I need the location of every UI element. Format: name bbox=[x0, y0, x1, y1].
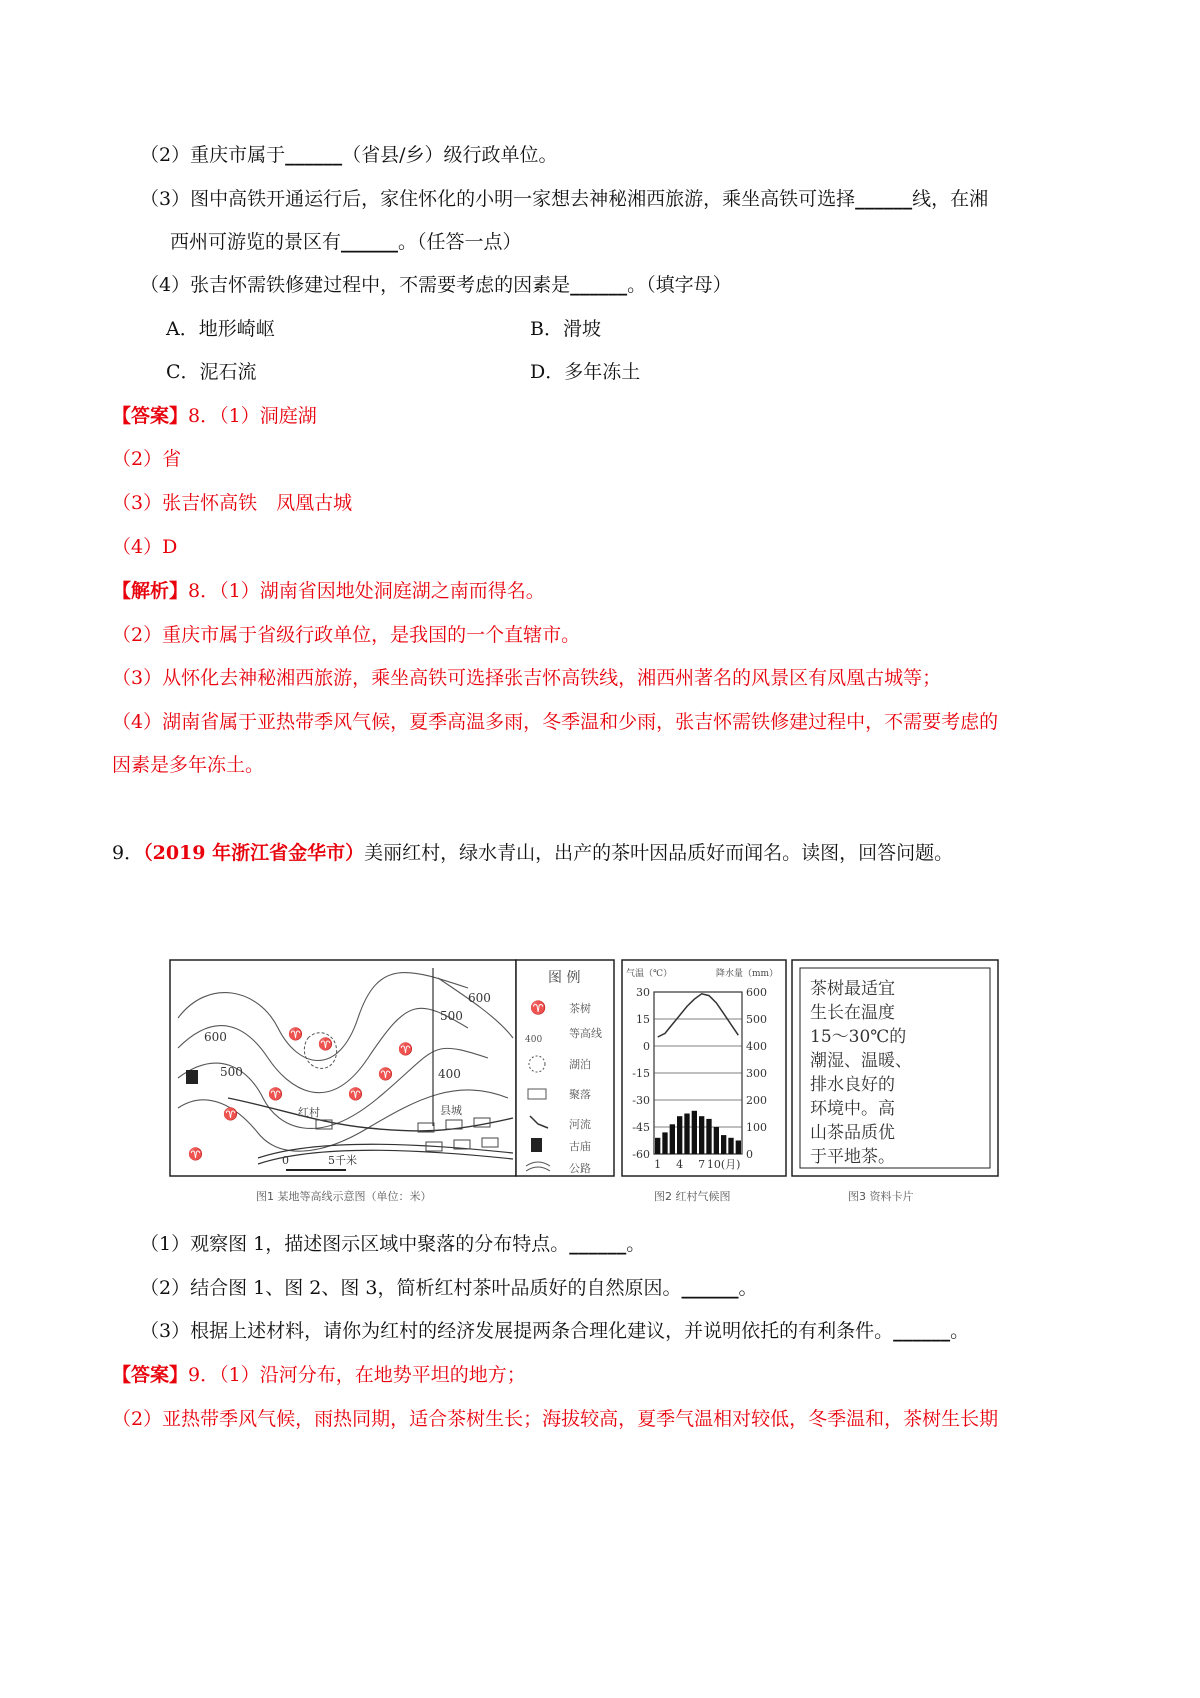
card-text-line: 茶树最适宜 bbox=[810, 979, 895, 999]
village-label: 红村 bbox=[298, 1106, 320, 1119]
temp-tick-label: 30 bbox=[636, 986, 650, 999]
answer-blank: ______ bbox=[855, 188, 913, 210]
answer-blank: ______ bbox=[681, 1277, 739, 1299]
q8-sub3-continued: 西州可游览的景区有______。（任答一点） bbox=[170, 231, 522, 253]
legend-label: 聚落 bbox=[569, 1088, 591, 1101]
q8-answer-line-3: （3）张吉怀高铁 凤凰古城 bbox=[112, 492, 353, 514]
q8-sub3: （3）图中高铁开通运行后，家住怀化的小明一家想去神秘湘西旅游，乘坐高铁可选择______线，在湘 bbox=[140, 188, 989, 210]
legend-label: 等高线 bbox=[569, 1027, 602, 1040]
q9-sub1: （1）观察图 1，描述图示区域中聚落的分布特点。______。 bbox=[140, 1233, 646, 1255]
precip-tick-label: 400 bbox=[746, 1040, 767, 1053]
precipitation-bar bbox=[684, 1114, 689, 1155]
scale-end: 5千米 bbox=[328, 1154, 357, 1167]
answer-blank: ______ bbox=[893, 1320, 951, 1342]
legend-label: 茶树 bbox=[569, 1002, 591, 1015]
precip-tick-label: 0 bbox=[746, 1148, 753, 1161]
month-tick-label: 4 bbox=[676, 1158, 684, 1171]
q9-figure-svg bbox=[168, 958, 1000, 1208]
option-a: A．地形崎岖 bbox=[166, 318, 275, 340]
q9-answer-line-1: 【答案】9．（1）沿河分布，在地势平坦的地方； bbox=[112, 1364, 526, 1386]
q8-analysis-line-3: （3）从怀化去神秘湘西旅游，乘坐高铁可选择张吉怀高铁线，湘西州著名的风景区有凤凰古城等； bbox=[112, 667, 942, 689]
q8-analysis-line-2: （2）重庆市属于省级行政单位，是我国的一个直辖市。 bbox=[112, 624, 581, 646]
contour-label: 600 bbox=[468, 991, 491, 1005]
temp-tick-label: -30 bbox=[632, 1094, 650, 1107]
q8-analysis-line-1: 【解析】8．（1）湖南省因地处洞庭湖之南而得名。 bbox=[112, 580, 545, 602]
month-tick-label: 10(月) bbox=[706, 1158, 741, 1171]
contour-map bbox=[170, 960, 516, 1176]
q8-answer-line-4: （4）D bbox=[112, 536, 178, 558]
precip-tick-label: 300 bbox=[746, 1067, 767, 1080]
card-text-line: 山茶品质优 bbox=[810, 1123, 895, 1143]
contour-label: 600 bbox=[204, 1030, 227, 1044]
precip-axis-label: 降水量（mm） bbox=[716, 969, 779, 979]
precipitation-bar bbox=[670, 1124, 675, 1154]
legend-title: 图 例 bbox=[548, 970, 581, 986]
temp-axis-label: 气温（℃） bbox=[626, 969, 673, 979]
precipitation-bar bbox=[736, 1141, 741, 1155]
q9-answer-line-2: （2）亚热带季风气候，雨热同期，适合茶树生长；海拔较高，夏季气温相对较低，冬季温和，茶树生长期 bbox=[112, 1408, 999, 1430]
temple-icon bbox=[186, 1070, 198, 1084]
figure2-caption: 图2 红村气候图 bbox=[654, 1190, 731, 1203]
data-card bbox=[792, 960, 998, 1176]
card-text-line: 生长在温度 bbox=[810, 1003, 895, 1023]
q9-sub2: （2）结合图 1、图 2、图 3，简析红村茶叶品质好的自然原因。______。 bbox=[140, 1277, 758, 1299]
month-tick-label: 1 bbox=[654, 1158, 662, 1171]
legend-icon: ♈ bbox=[530, 1001, 547, 1016]
map-legend bbox=[516, 960, 614, 1176]
q8-sub2: （2）重庆市属于______（省县/乡）级行政单位。 bbox=[140, 144, 558, 166]
climate-chart bbox=[622, 960, 786, 1176]
option-d: D．多年冻土 bbox=[530, 361, 641, 383]
precipitation-bar bbox=[655, 1138, 660, 1154]
q8-analysis-line-5: 因素是多年冻土。 bbox=[112, 754, 265, 776]
q9-figure bbox=[168, 958, 1000, 1208]
temp-tick-label: -15 bbox=[632, 1067, 650, 1080]
card-text-line: 于平地茶。 bbox=[810, 1147, 895, 1167]
q8-analysis-line-4: （4）湖南省属于亚热带季风气候，夏季高温多雨，冬季温和少雨，张吉怀需铁修建过程中，不需要考虑的 bbox=[112, 711, 999, 733]
precipitation-bar bbox=[699, 1116, 704, 1154]
figure1-caption: 图1 某地等高线示意图（单位：米） bbox=[256, 1190, 432, 1203]
svg-text:♈: ♈ bbox=[268, 1087, 283, 1101]
card-text-line: 排水良好的 bbox=[810, 1075, 895, 1095]
answer-tag: 【答案】 bbox=[112, 405, 189, 427]
card-text-line: 潮湿、温暖、 bbox=[810, 1051, 912, 1071]
precipitation-bar bbox=[677, 1116, 682, 1154]
precipitation-bar bbox=[721, 1135, 726, 1154]
precipitation-bar bbox=[662, 1132, 667, 1154]
answer-blank: ______ bbox=[285, 144, 343, 166]
legend-label: 河流 bbox=[569, 1118, 591, 1131]
svg-text:♈: ♈ bbox=[223, 1107, 238, 1121]
legend-contour-sample: 400 bbox=[525, 1035, 543, 1045]
q9-sub3: （3）根据上述材料，请你为红村的经济发展提两条合理化建议，并说明依托的有利条件。______。 bbox=[140, 1320, 970, 1342]
figure3-caption: 图3 资料卡片 bbox=[848, 1190, 914, 1203]
contour-label: 500 bbox=[220, 1065, 243, 1079]
contour-label: 400 bbox=[438, 1067, 461, 1081]
q8-sub4: （4）张吉怀需铁修建过程中，不需要考虑的因素是______。（填字母） bbox=[140, 274, 732, 296]
precip-tick-label: 200 bbox=[746, 1094, 767, 1107]
analysis-tag: 【解析】 bbox=[112, 580, 189, 602]
precipitation-bar bbox=[714, 1127, 719, 1154]
scale-start: 0 bbox=[282, 1154, 289, 1167]
month-tick-label: 7 bbox=[698, 1158, 706, 1171]
answer-blank: ______ bbox=[570, 274, 628, 296]
precip-tick-label: 500 bbox=[746, 1013, 767, 1026]
svg-text:♈: ♈ bbox=[348, 1087, 363, 1101]
temp-tick-label: -45 bbox=[632, 1121, 650, 1134]
svg-text:♈: ♈ bbox=[398, 1042, 413, 1056]
precipitation-bar bbox=[692, 1111, 697, 1154]
q8-answer-line-1: 【答案】8．（1）洞庭湖 bbox=[112, 405, 317, 427]
precipitation-bar bbox=[706, 1119, 711, 1154]
answer-tag: 【答案】 bbox=[112, 1364, 189, 1386]
legend-icon bbox=[531, 1138, 542, 1152]
card-text-line: 环境中。高 bbox=[810, 1099, 895, 1119]
svg-text:♈: ♈ bbox=[318, 1037, 333, 1051]
svg-text:♈: ♈ bbox=[288, 1027, 303, 1041]
legend-label: 公路 bbox=[569, 1162, 591, 1175]
legend-label: 古庙 bbox=[569, 1140, 591, 1153]
precipitation-bar bbox=[728, 1138, 733, 1154]
temp-tick-label: 0 bbox=[643, 1040, 650, 1053]
answer-blank: ______ bbox=[569, 1233, 627, 1255]
precip-tick-label: 600 bbox=[746, 986, 767, 999]
svg-text:♈: ♈ bbox=[378, 1067, 393, 1081]
precip-tick-label: 100 bbox=[746, 1121, 767, 1134]
temp-tick-label: -60 bbox=[632, 1148, 650, 1161]
temp-tick-label: 15 bbox=[636, 1013, 650, 1026]
card-text-line: 15～30℃的 bbox=[810, 1027, 907, 1047]
legend-label: 湖泊 bbox=[569, 1058, 591, 1071]
option-b: B．滑坡 bbox=[530, 318, 601, 340]
answer-blank: ______ bbox=[341, 231, 399, 253]
q8-answer-line-2: （2）省 bbox=[112, 448, 182, 470]
q9-source: （2019 年浙江省金华市） bbox=[143, 842, 365, 864]
option-c: C．泥石流 bbox=[166, 361, 257, 383]
county-label: 县城 bbox=[440, 1104, 462, 1117]
q9-stem: 9．（2019 年浙江省金华市）美丽红村，绿水青山，出产的茶叶因品质好而闻名。读图，回答问题。 bbox=[112, 842, 954, 864]
contour-label: 500 bbox=[440, 1009, 463, 1023]
svg-text:♈: ♈ bbox=[188, 1147, 203, 1161]
